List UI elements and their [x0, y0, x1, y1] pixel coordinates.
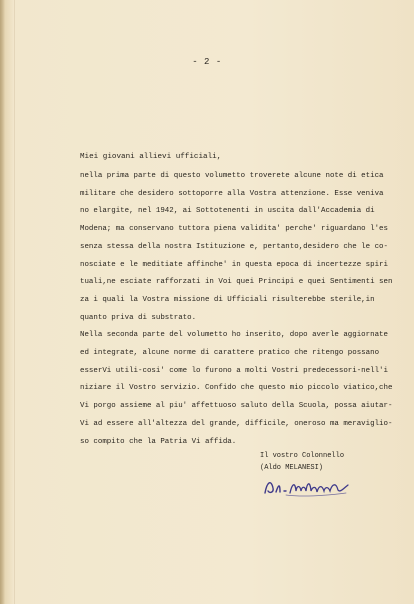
body-line: no elargite, nel 1942, ai Sottotenenti in uscita dall'Accademia di — [80, 207, 375, 216]
body-line: nella prima parte di questo volumetto troverete alcune note di etica — [80, 172, 384, 180]
body-line: niziare il Vostro servizio. Confido che questo mio piccolo viatico,che — [80, 384, 393, 393]
handwritten-signature — [262, 476, 352, 498]
page-fold-line — [14, 0, 15, 604]
signatory-title: Il vostro Colonnello — [260, 452, 345, 460]
body-line: quanto priva di substrato. — [80, 313, 197, 322]
page-number: - 2 - — [192, 57, 222, 67]
body-line: senza stessa della nostra Istituzione e, pertanto,desidero che le co- — [80, 242, 388, 251]
body-line: so compito che la Patria Vi affida. — [80, 437, 237, 446]
letter-body — [80, 168, 392, 451]
signatory-name: (Aldo MELANESI) — [260, 464, 324, 472]
body-line: esserVi utili-cosi' come lo furono a molti Vostri predecessori-nell'i — [80, 366, 388, 375]
body-line: za i quali la Vostra missione di Ufficiali risulterebbe sterile,in — [80, 295, 375, 304]
body-line: Vi ad essere all'altezza del grande, difficile, oneroso ma meraviglio- — [80, 419, 393, 428]
body-line: militare che desidero sottoporre alla Vostra attenzione. Esse veniva — [80, 189, 384, 198]
body-line: Nella seconda parte del volumetto ho inserito, dopo averle aggiornate — [80, 331, 388, 340]
page-edge-shadow — [0, 0, 5, 604]
body-line: Vi porgo assieme al piu' affettuoso saluto della Scuola, possa aiutar- — [80, 402, 393, 411]
body-line: nosciate e le meditiate affinche' in questa epoca di incertezze spiri — [80, 260, 388, 269]
body-line: Modena; ma conservano tuttora piena validita' perche' riguardano l'es — [80, 225, 388, 234]
body-line: tuali,ne esciate rafforzati in Voi quei Principi e quei Sentimenti sen — [80, 278, 393, 287]
greeting: Miei giovani allievi ufficiali, — [80, 153, 222, 161]
body-line: ed integrate, alcune norme di carattere pratico che ritengo possano — [80, 349, 380, 358]
